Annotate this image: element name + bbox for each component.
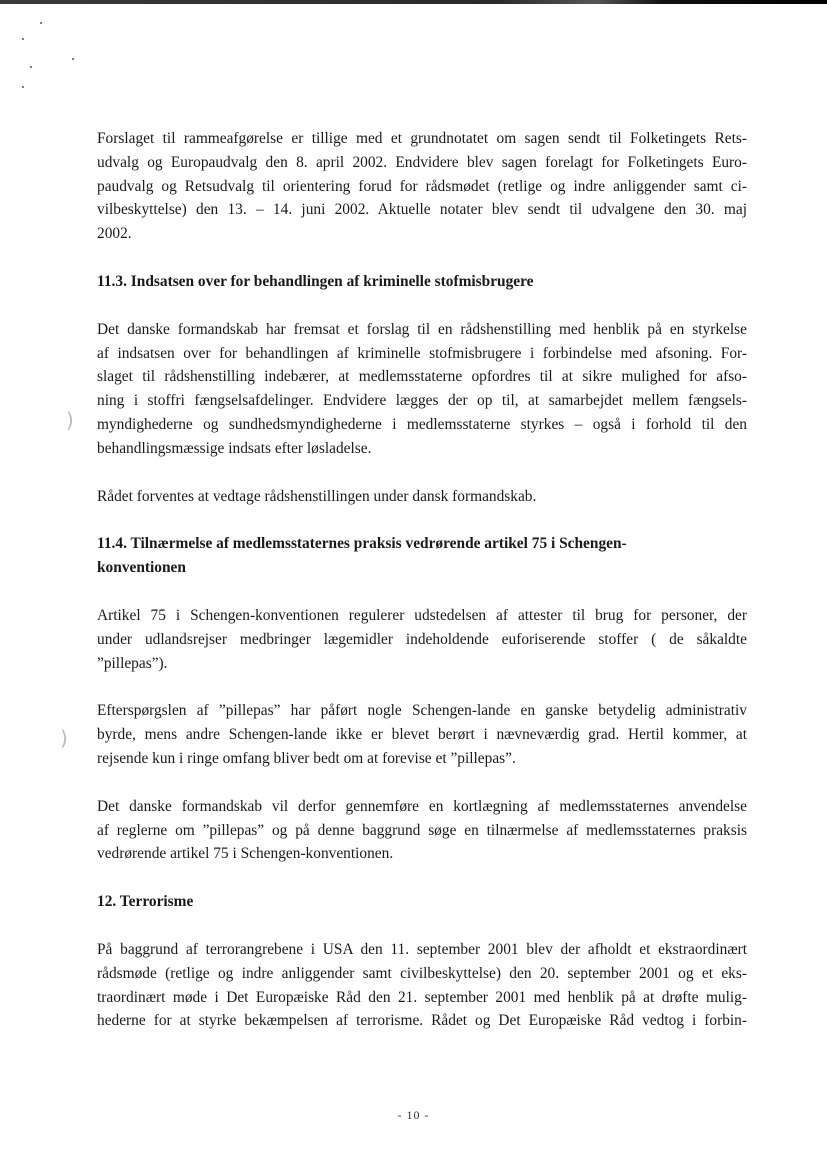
page-number: - 10 - [397,1108,430,1122]
section-heading-12: 12. Terrorisme [97,893,194,911]
scan-top-edge [0,0,827,4]
text-line: Det danske formandskab har fremsat et forslag til en rådshenstilling med henblik på en styrkelse [97,320,747,338]
text-line: paudvalg og Retsudvalg til orientering forud for rådsmødet (retlige og indre anliggender samt ci- [97,177,747,195]
scan-speck [30,66,32,68]
text-line: myndighederne og sundhedsmyndighederne i medlemsstaterne styrkes – også i forhold til den [97,415,747,433]
section-heading-11-4 [97,532,747,580]
text-line: af indsatsen over for behandlingen af kriminelle stofmisbrugere i forbindelse med afsoning. For- [97,344,747,362]
scan-speck [72,58,74,60]
paragraph-5 [97,699,747,770]
text-line: traordinært møde i Det Europæiske Råd den 21. september 2001 med henblik på at drøfte mulig- [97,988,747,1006]
text-line: Artikel 75 i Schengen-konventionen regulerer udstedelsen af attester til brug for personer, der [97,606,747,624]
scan-margin-mark: ) [60,726,68,750]
text-line: af reglerne om ”pillepas” og på denne baggrund søge en tilnærmelse af medlemsstaternes praksis [97,821,747,839]
paragraph-4 [97,604,747,675]
text-line: Forslaget til rammeafgørelse er tillige med et grundnotatet om sagen sendt til Folketingets Rets- [97,130,747,147]
text-line: slaget til rådshenstilling indebærer, at medlemsstaterne opfordres til at sikre mulighed for afso- [97,368,747,386]
paragraph-1 [97,127,747,246]
scan-speck [22,38,24,40]
text-line: under udlandsrejser medbringer lægemidler indeholdende euforiserende stoffer ( de såkaldte [97,630,747,648]
paragraph-7 [97,938,747,1033]
text-line: vedrørende artikel 75 i Schengen-konventionen. [97,845,394,863]
paragraph-2 [97,318,747,461]
text-line: På baggrund af terrorangrebene i USA den 11. september 2001 blev der afholdt et ekstraordinært [97,940,747,958]
text-line: ning i stoffri fængselsafdelinger. Endvidere lægges der op til, at samarbejdet mellem fængsels- [97,392,747,410]
scan-speck [40,22,42,24]
text-line: byrde, mens andre Schengen-lande ikke er blevet berørt i nævneværdig grad. Hertil kommer, at [97,726,747,744]
text-line: udvalg og Europaudvalg den 8. april 2002. Endvidere blev sagen forelagt for Folketingets Euro- [97,153,747,171]
section-heading-11-3: 11.3. Indsatsen over for behandlingen af kriminelle stofmisbrugere [97,272,534,290]
paragraph-6 [97,795,747,866]
text-line: Det danske formandskab vil derfor gennemføre en kortlægning af medlemsstaternes anvendelse [97,797,747,815]
text-line: ”pillepas”). [97,654,168,672]
text-line: rejsende kun i ringe omfang bliver bedt om at forevise et ”pillepas”. [97,749,516,767]
text-line: Rådet forventes at vedtage rådshenstillingen under dansk formandskab. [97,487,537,505]
text-line: rådsmøde (retlige og indre anliggender samt civilbeskyttelse) den 20. september 2001 og et eks- [97,964,747,982]
scan-speck [22,86,24,88]
text-line: hederne for at styrke bekæmpelsen af terrorisme. Rådet og Det Europæiske Råd vedtog i forbin- [97,1012,747,1030]
text-line: behandlingsmæssige indsats efter løsladelse. [97,439,372,457]
text-line: Efterspørgslen af ”pillepas” har påført nogle Schengen-lande en ganske betydelig administrativ [97,702,747,720]
heading-line: 11.4. Tilnærmelse af medlemsstaternes praksis vedrørende artikel 75 i Schengen- [97,535,627,553]
document-body [97,127,747,1033]
heading-line: konventionen [97,559,186,577]
scan-margin-mark: ) [66,408,74,432]
paragraph-3 [97,485,747,509]
text-line: 2002. [97,225,132,243]
text-line: vilbeskyttelse) den 13. – 14. juni 2002. Aktuelle notater blev sendt til udvalgene den 30. maj [97,201,747,219]
